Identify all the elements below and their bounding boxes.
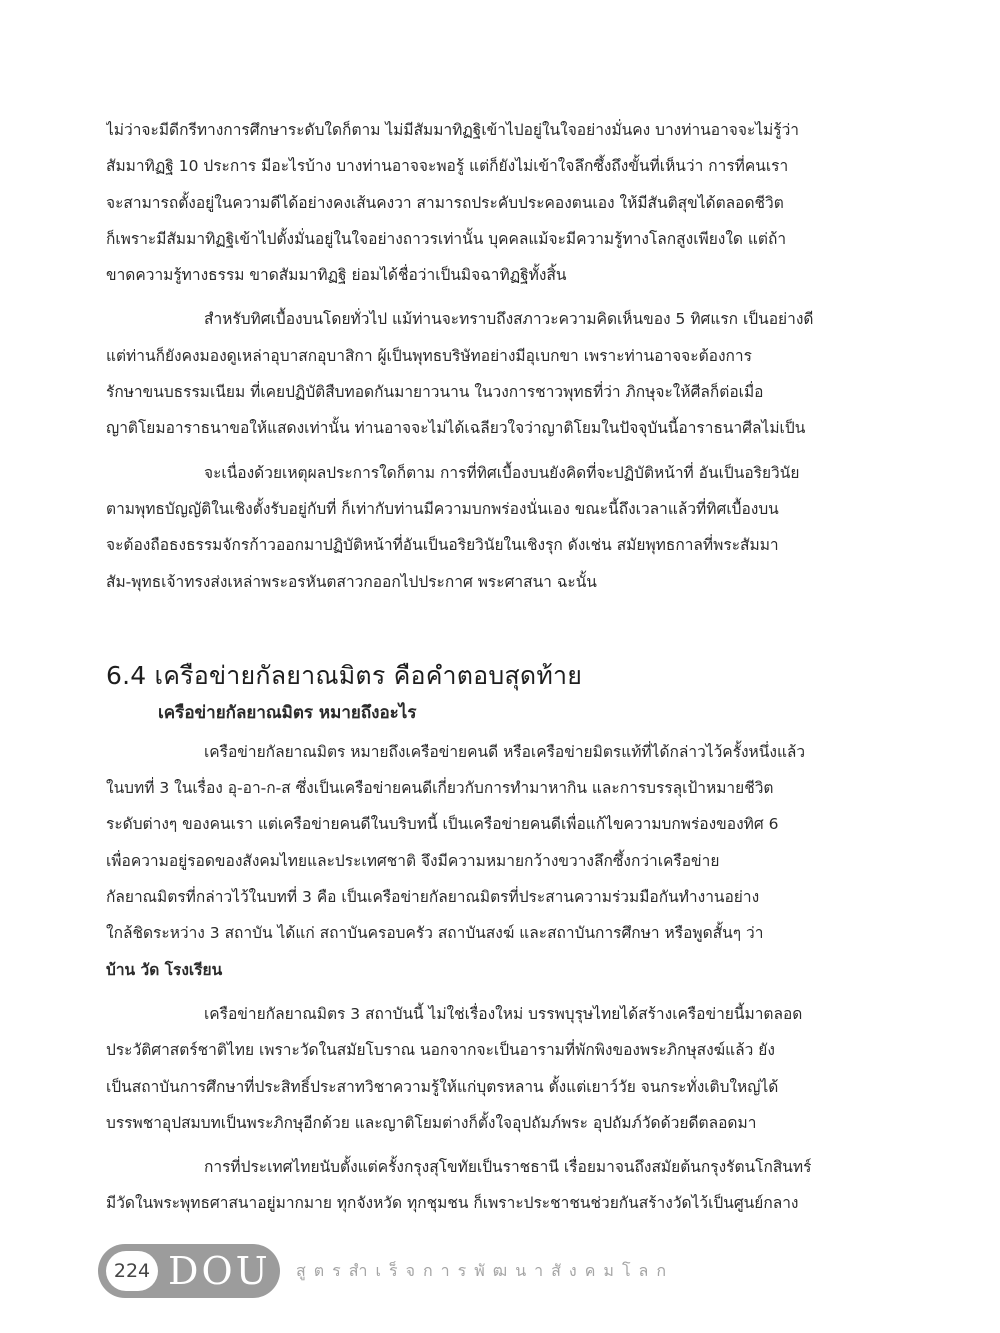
text-line: ขาดความรู้ทางธรรม ขาดสัมมาทิฏฐิ ย่อมได้ชื่อว่าเป็นมิจฉาทิฏฐิทั้งสิ้น	[106, 266, 567, 285]
text-line: ญาติโยมอาราธนาขอให้แสดงเท่านั้น ท่านอาจจะไม่ได้เฉลียวใจว่าญาติโยมในปัจจุบันนี้อาราธนาศีลไม่เป็น	[106, 419, 806, 438]
text-line: แต่ท่านก็ยังคงมองดูเหล่าอุบาสกอุบาสิกา ผู้เป็นพุทธบริษัทอย่างมีอุเบกขา เพราะท่านอาจจะต้องการ	[106, 346, 752, 365]
page-content	[106, 112, 886, 1222]
paragraph-4	[106, 734, 886, 988]
text-line: เครือข่ายกัลยาณมิตร 3 สถาบันนี้ ไม่ใช่เรื่องใหม่ บรรพบุรุษไทยได้สร้างเครือข่ายนี้มาตลอด	[204, 1004, 803, 1023]
footer-badge	[98, 1244, 280, 1298]
text-line: ไม่ว่าจะมีดีกรีทางการศึกษาระดับใดก็ตาม ไม่มีสัมมาทิฏฐิเข้าไปอยู่ในใจอย่างมั่นคง บางท่านอาจจะไม่รู้ว่า	[106, 121, 800, 139]
text-line: เครือข่ายกัลยาณมิตร หมายถึงเครือข่ายคนดี หรือเครือข่ายมิตรแท้ที่ได้กล่าวไว้ครั้งหนึ่งแล้ว	[204, 742, 806, 761]
text-line: จะเนื่องด้วยเหตุผลประการใดก็ตาม การที่ทิศเบื้องบนยังคิดที่จะปฏิบัติหน้าที่ อันเป็นอริยวินัย	[204, 463, 800, 482]
paragraph-1	[106, 112, 886, 293]
paragraph-5	[106, 996, 886, 1141]
text-line: สำหรับทิศเบื้องบนโดยทั่วไป แม้ท่านจะทราบถึงสภาวะความคิดเห็นของ 5 ทิศแรก เป็นอย่างดี	[204, 310, 814, 329]
text-line: บรรพชาอุปสมบทเป็นพระภิกษุอีกด้วย และญาติโยมต่างก็ตั้งใจอุปถัมภ์พระ อุปถัมภ์วัดด้วยดีตลอดมา	[106, 1113, 757, 1132]
text-line: สัม-พุทธเจ้าทรงส่งเหล่าพระอรหันตสาวกออกไปประกาศ พระศาสนา ฉะนั้น	[106, 572, 597, 591]
text-line: รักษาขนบธรรมเนียม ที่เคยปฏิบัติสืบทอดกันมายาวนาน ในวงการชาวพุทธที่ว่า ภิกษุจะให้ศีลก็ต่อเมื่อ	[106, 383, 764, 402]
bold-phrase: บ้าน วัด โรงเรียน	[106, 960, 223, 979]
text-line: จะสามารถตั้งอยู่ในความดีได้อย่างคงเส้นคงวา สามารถประคับประคองตนเอง ให้มีสันติสุขได้ตลอดชีวิต	[106, 193, 784, 212]
text-line: ตามพุทธบัญญัติในเชิงตั้งรับอยู่กับที่ ก็เท่ากับท่านมีความบกพร่องนั่นเอง ขณะนี้ถึงเวลาแล้วที่ทิศเบื้องบน	[106, 499, 779, 518]
text-line: มีวัดในพระพุทธศาสนาอยู่มากมาย ทุกจังหวัด ทุกชุมชน ก็เพราะประชาชนช่วยกันสร้างวัดไว้เป็นศูนย์กลาง	[106, 1194, 799, 1213]
text-line: จะต้องถือธงธรรมจักรก้าวออกมาปฏิบัติหน้าที่อันเป็นอริยวินัยในเชิงรุก ดังเช่น สมัยพุทธกาลที่พระสัมมา	[106, 536, 779, 555]
text-line: ประวัติศาสตร์ชาติไทย เพราะวัดในสมัยโบราณ นอกจากจะเป็นอารามที่พักพิงของพระภิกษุสงฆ์แล้ว ยัง	[106, 1041, 775, 1060]
text-line: สัมมาทิฏฐิ 10 ประการ มีอะไรบ้าง บางท่านอาจจะพอรู้ แต่ก็ยังไม่เข้าใจลึกซึ้งถึงขั้นที่เห็นว่า การที่คนเรา	[106, 157, 789, 176]
sub-heading: เครือข่ายกัลยาณมิตร หมายถึงอะไร	[158, 702, 417, 723]
page-footer	[98, 1244, 674, 1298]
page-number: 224	[106, 1251, 158, 1291]
text-line: ใกล้ชิดระหว่าง 3 สถาบัน ได้แก่ สถาบันครอบครัว สถาบันสงฆ์ และสถาบันการศึกษา หรือพูดสั้นๆ ว่า	[106, 924, 764, 943]
section-heading: 6.4 เครือข่ายกัลยาณมิตร คือคำตอบสุดท้าย	[106, 660, 583, 690]
text-line: ก็เพราะมีสัมมาทิฏฐิเข้าไปตั้งมั่นอยู่ในใจอย่างถาวรเท่านั้น บุคคลแม้จะมีความรู้ทางโลกสูงเพียงใด แต่ถ้า	[106, 229, 787, 248]
dou-logo: DOU	[168, 1249, 271, 1293]
text-line: ระดับต่างๆ ของคนเรา แต่เครือข่ายคนดีในบริบทนี้ เป็นเครือข่ายคนดีเพื่อแก้ไขความบกพร่องของทิศ 6	[106, 815, 779, 834]
text-line: กัลยาณมิตรที่กล่าวไว้ในบทที่ 3 คือ เป็นเครือข่ายกัลยาณมิตรที่ประสานความร่วมมือกันทำงานอย่าง	[106, 888, 760, 907]
text-line: เป็นสถาบันการศึกษาที่ประสิทธิ์ประสาทวิชาความรู้ให้แก่บุตรหลาน ตั้งแต่เยาว์วัย จนกระทั่งเติบใหญ่ได้	[106, 1077, 779, 1096]
text-line: เพื่อความอยู่รอดของสังคมไทยและประเทศชาติ จึงมีความหมายกว้างขวางลึกซึ้งกว่าเครือข่าย	[106, 851, 720, 870]
book-title: สูตรสำเร็จการพัฒนาสังคมโลก	[296, 1261, 675, 1280]
paragraph-2	[106, 301, 886, 446]
text-line: ในบทที่ 3 ในเรื่อง อุ-อา-ก-ส ซึ่งเป็นเครือข่ายคนดีเกี่ยวกับการทำมาหากิน และการบรรลุเป้าหมายชีวิต	[106, 779, 774, 798]
paragraph-3	[106, 455, 886, 600]
paragraph-6	[106, 1149, 886, 1222]
text-line: การที่ประเทศไทยนับตั้งแต่ครั้งกรุงสุโขทัยเป็นราชธานี เรื่อยมาจนถึงสมัยต้นกรุงรัตนโกสินทร์	[204, 1158, 812, 1177]
